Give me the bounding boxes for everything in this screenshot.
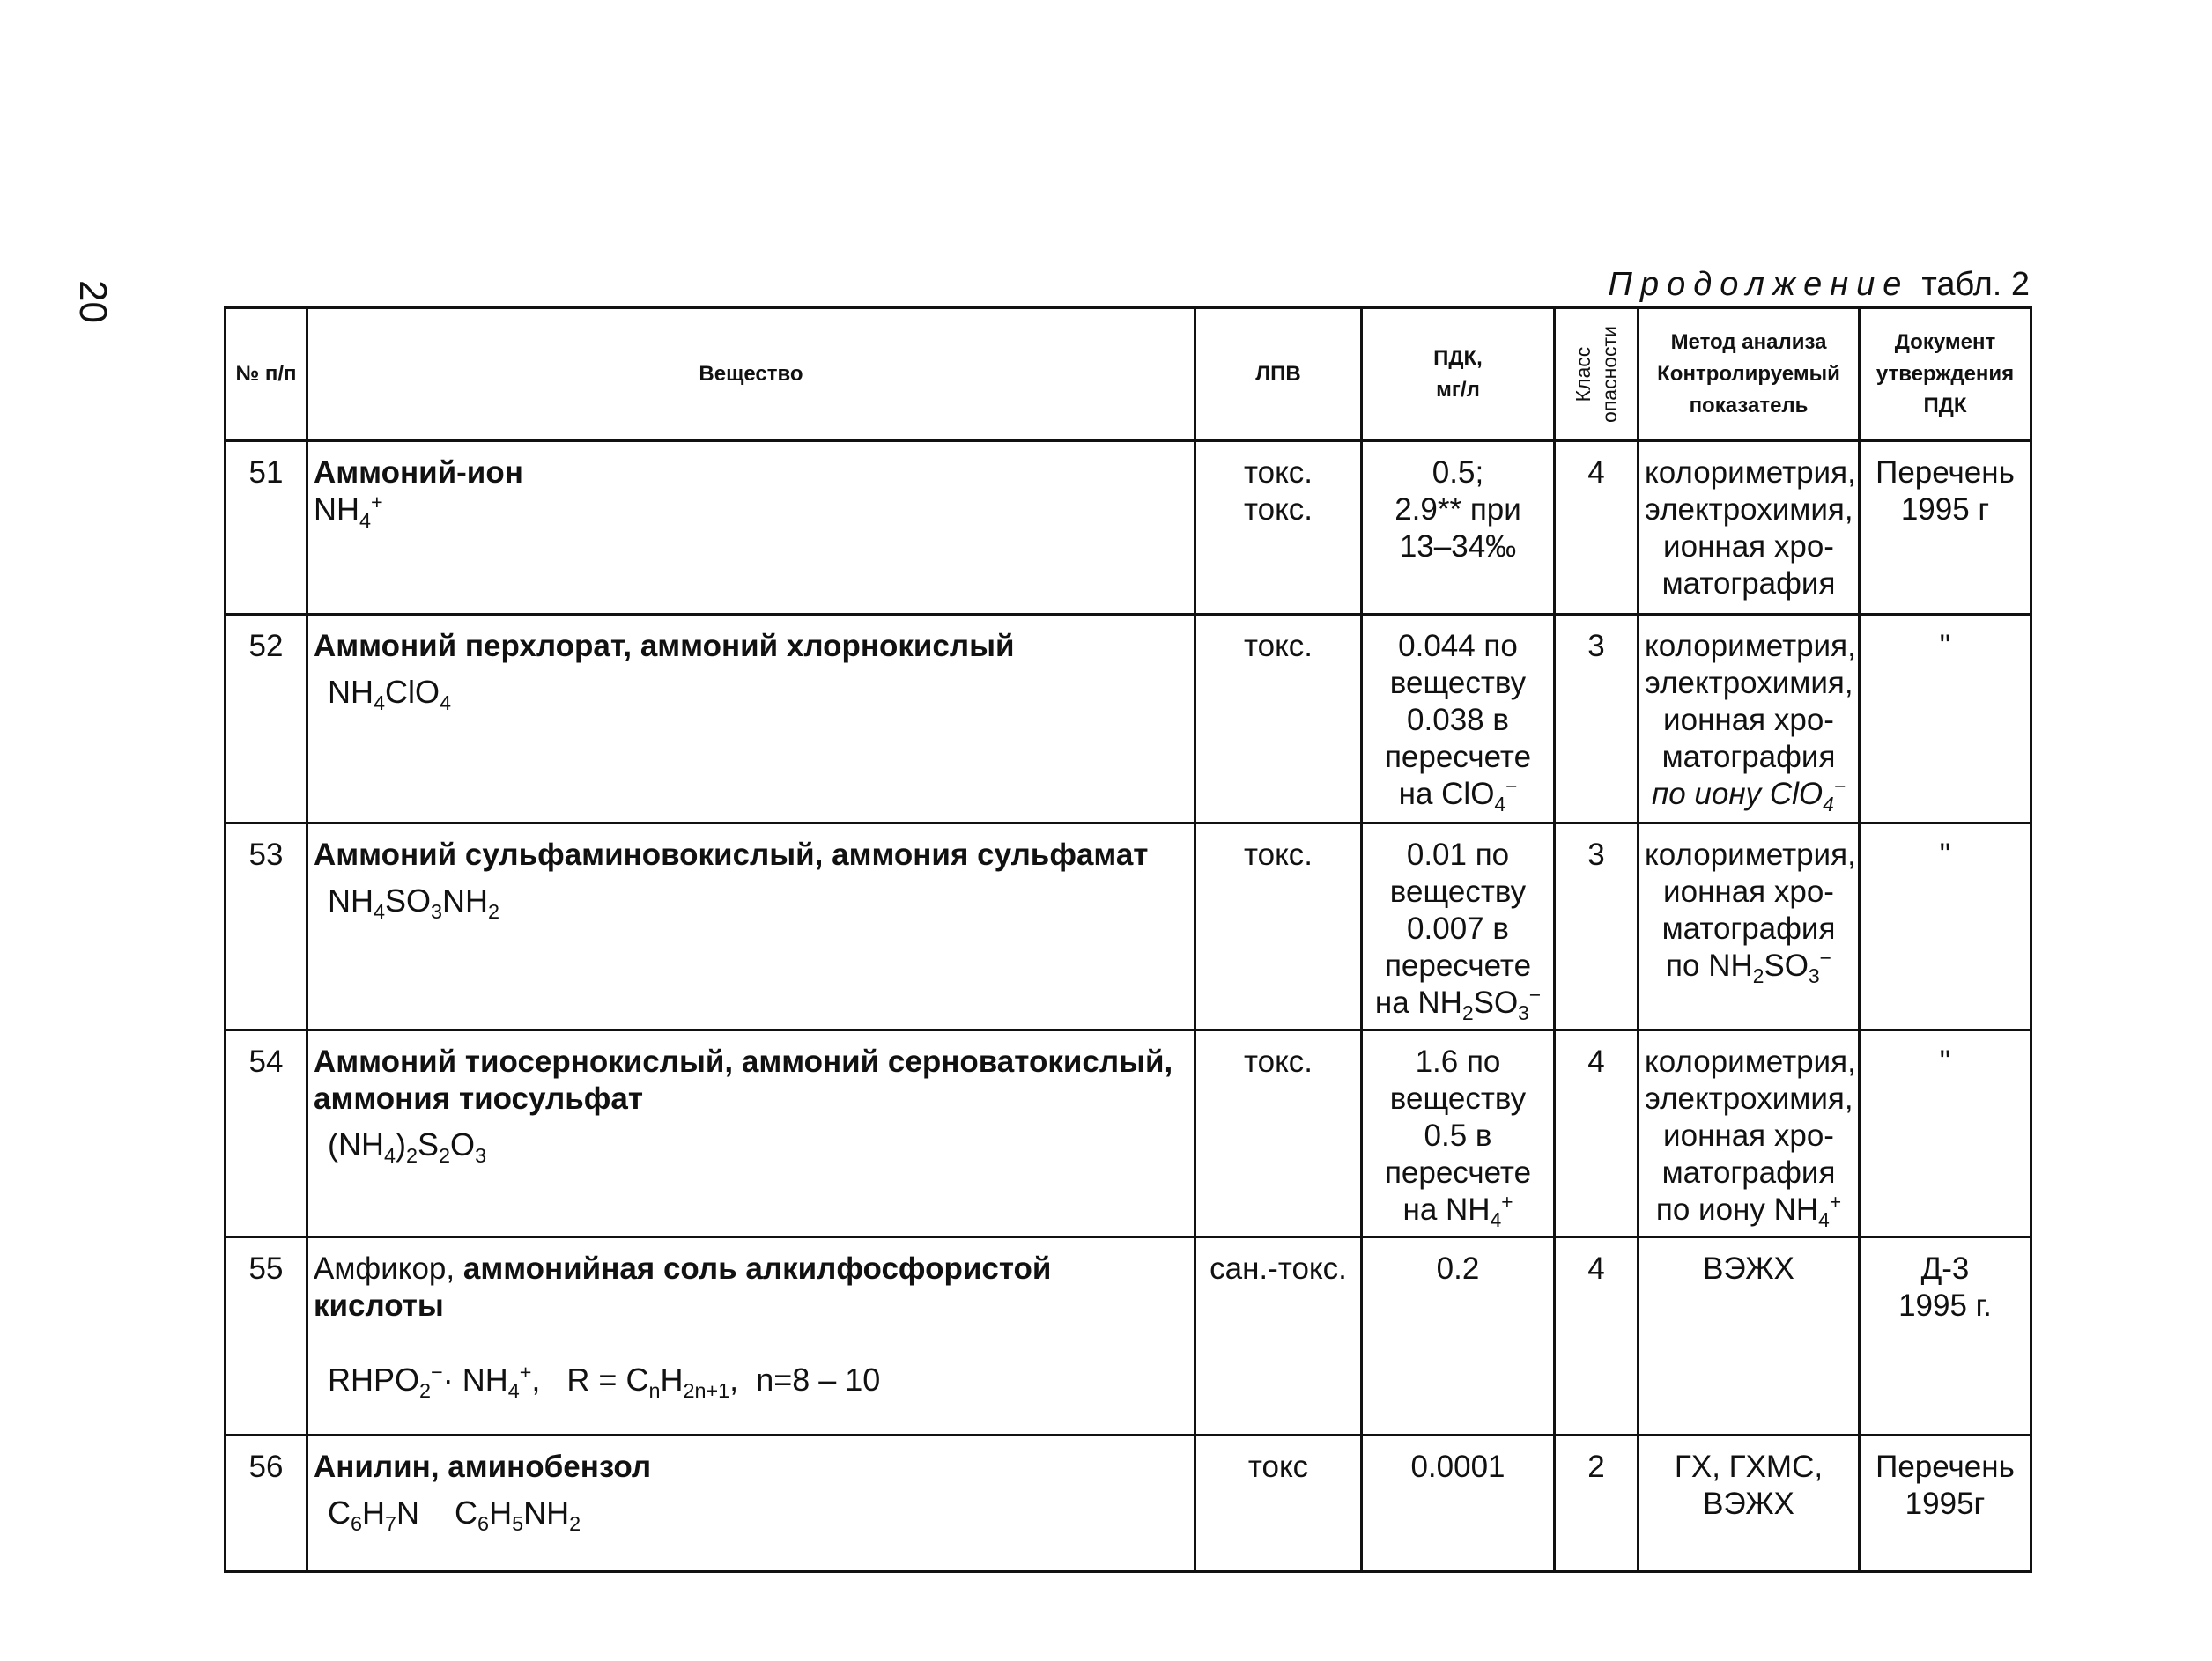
header-method-line3: показатель [1689,394,1809,417]
table-caption [1608,266,2030,304]
hazard-cell: 4 [1555,441,1639,615]
substance-cell [307,441,1195,615]
pdk-cell: 0.044 по веществу 0.038 в пересчете на ClO$_4$− [1362,615,1555,823]
caption-prefix: Продолжение [1608,266,1910,303]
substance-formula: $(NH_4)_2S_2O_3$ [328,1126,487,1168]
pdk-cell: 0.5; 2.9** при 13–34‰ [1362,441,1555,615]
header-hazard-line1: Класс [1572,346,1594,402]
header-method [1639,308,1860,441]
table-row [226,823,2031,1030]
substance-formula: $NH_4SO_3NH_2$ [328,882,500,924]
substance-formula: $C_6H_7N$ $C_6H_5NH_2$ [328,1495,581,1536]
row-num: 53 [226,823,307,1030]
doc-cell: Перечень 1995г [1860,1436,2031,1572]
method-cell: ГХ, ГХМС, ВЭЖХ [1639,1436,1860,1572]
doc-cell: Перечень 1995 г [1860,441,2031,615]
header-num: № п/п [226,308,307,441]
substance-cell [307,615,1195,823]
method-cell: колориметрия, электрохимия, ионная хро- матография [1639,441,1860,615]
header-substance: Вещество [307,308,1195,441]
header-doc-line1: Документ [1894,330,1996,354]
method-cell: ВЭЖХ [1639,1237,1860,1436]
substances-table [224,306,2032,1573]
hazard-cell: 4 [1555,1237,1639,1436]
substance-name: Аммоний-ион [314,455,523,490]
row-num: 56 [226,1436,307,1572]
table-row [226,441,2031,615]
lpv-cell: токс. [1195,1030,1362,1237]
header-lpv: ЛПВ [1195,308,1362,441]
lpv-cell: токс. токс. [1195,441,1362,615]
substance-name: Аммоний перхлорат, аммоний хлорнокислый [314,629,1015,663]
header-doc-line2: утверждения [1875,362,2015,386]
lpv-cell: токс [1195,1436,1362,1572]
lpv-cell: сан.-токс. [1195,1237,1362,1436]
caption-suffix: табл. 2 [1921,266,2030,303]
substance-cell [307,1030,1195,1237]
substance-name: Аммоний сульфаминовокислый, аммония сульфамат [314,838,1149,872]
lpv-cell: токс. [1195,615,1362,823]
method-cell: колориметрия, электрохимия, ионная хро- матография по иону ClO$_4$− [1639,615,1860,823]
substance-name: Аммоний тиосернокислый, аммоний серноватокислый, аммония тиосульфат [314,1045,1173,1116]
header-pdk-line1: ПДК, [1433,346,1483,370]
table-row [226,1436,2031,1572]
doc-cell: " [1860,1030,2031,1237]
table-row [226,1030,2031,1237]
hazard-cell: 3 [1555,615,1639,823]
header-doc-line3: ПДК [1923,394,1967,417]
header-doc [1860,308,2031,441]
substance-formula: $RHPO_2^-\cdot NH_4^+$, $R = C_nH_{2n+1}$, n=8 – 10 [328,1361,881,1403]
hazard-cell: 2 [1555,1436,1639,1572]
header-pdk-line2: мг/л [1436,378,1480,402]
pdk-cell: 1.6 по веществу 0.5 в пересчете на $NH_4^+$ [1362,1030,1555,1237]
row-num: 55 [226,1237,307,1436]
substance-cell [307,1436,1195,1572]
pdk-cell: 0.0001 [1362,1436,1555,1572]
pdk-cell: 0.2 [1362,1237,1555,1436]
lpv-cell: токс. [1195,823,1362,1030]
header-row [226,308,2031,441]
doc-cell: " [1860,615,2031,823]
header-pdk [1362,308,1555,441]
method-cell: колориметрия, электрохимия, ионная хро- матография по иону $NH_4^+$ [1639,1030,1860,1237]
row-num: 51 [226,441,307,615]
doc-cell: " [1860,823,2031,1030]
table-row [226,1237,2031,1436]
header-method-line1: Метод анализа [1670,330,1827,354]
row-num: 54 [226,1030,307,1237]
doc-cell: Д-3 1995 г. [1860,1237,2031,1436]
hazard-cell: 3 [1555,823,1639,1030]
substance-name: Амфикор, аммонийная соль алкилфосфористой кислоты [314,1251,1052,1323]
method-cell: колориметрия, ионная хро- матография по $NH_2SO_3^-$ [1639,823,1860,1030]
substance-formula: $NH_4ClO_4$ [328,674,452,715]
page-number: 20 [71,280,115,323]
pdk-cell: 0.01 по веществу 0.007 в пересчете на $NH_2SO_3^-$ [1362,823,1555,1030]
substance-cell [307,823,1195,1030]
header-method-line2: Контролируемый [1657,362,1840,386]
substance-formula: $NH_4^+$ [314,491,383,533]
header-hazard [1555,308,1639,441]
row-num: 52 [226,615,307,823]
substance-name: Анилин, аминобензол [314,1450,652,1484]
substance-cell [307,1237,1195,1436]
table-row [226,615,2031,823]
hazard-cell: 4 [1555,1030,1639,1237]
header-hazard-line2: опасности [1598,326,1621,423]
